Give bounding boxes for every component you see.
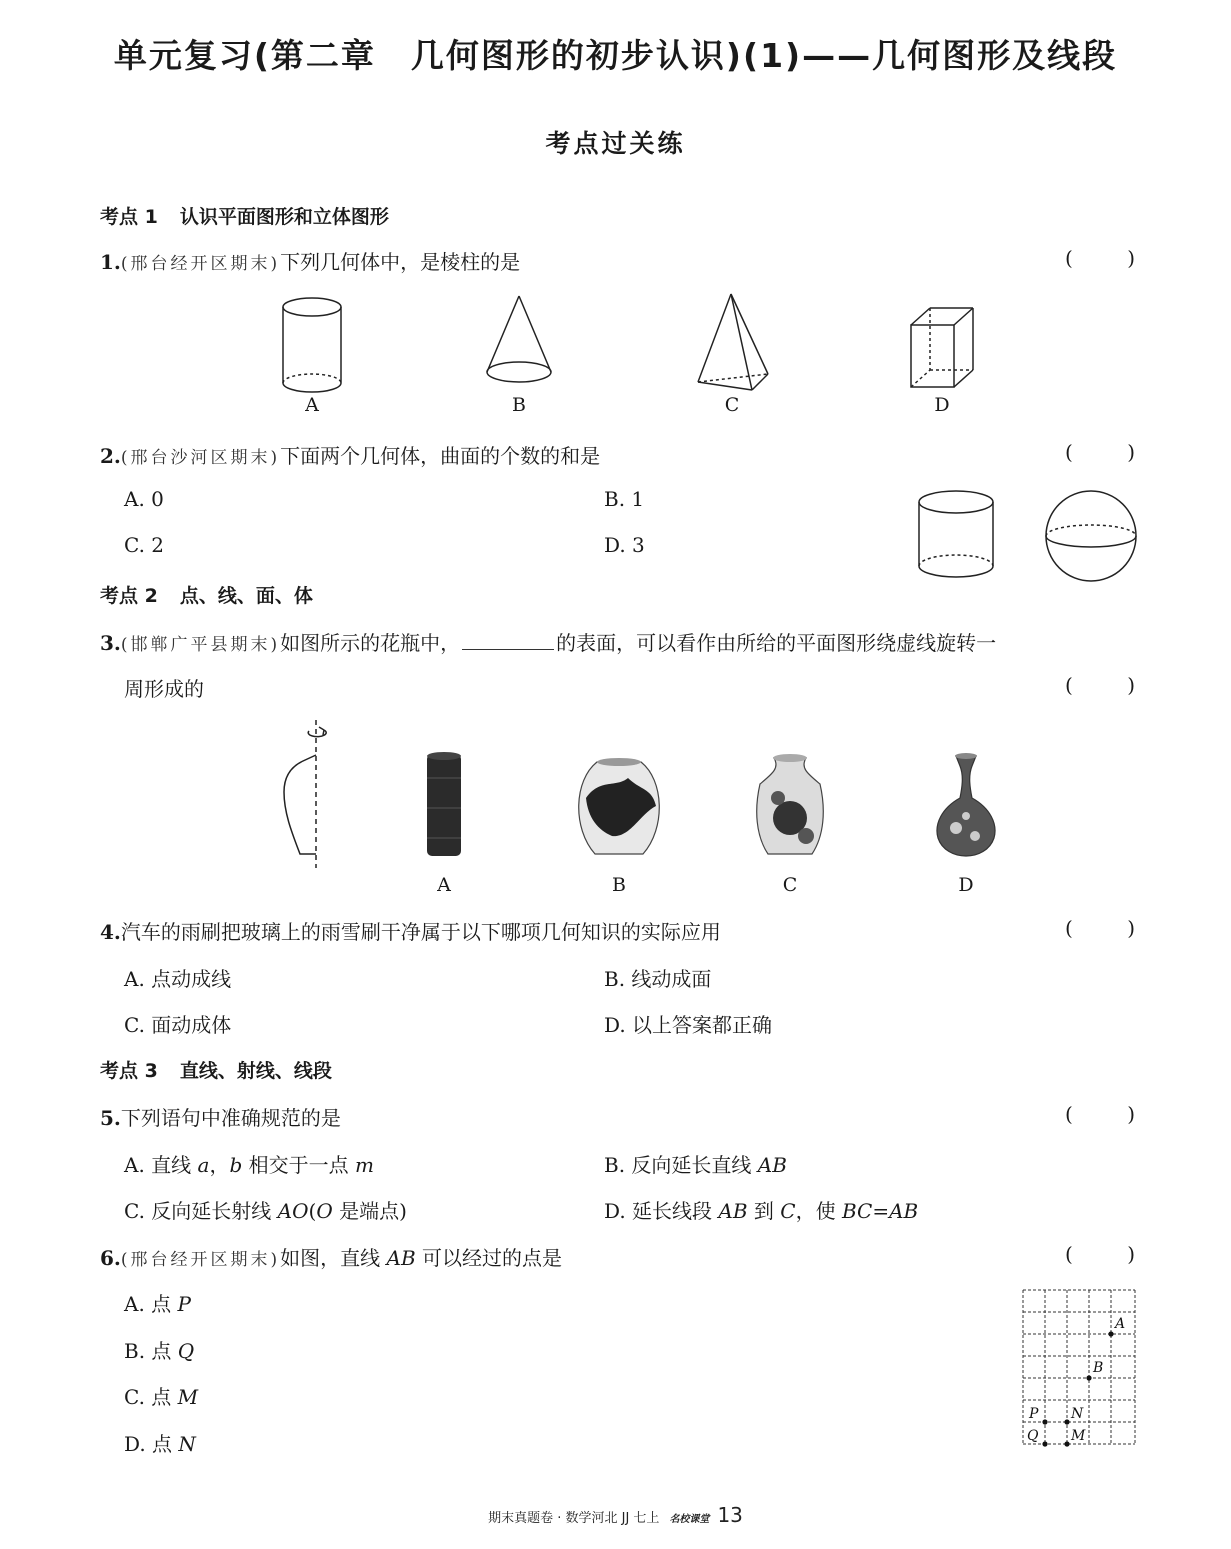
section-3-heading [100,1056,332,1083]
q5-option-a[interactable]: A. 直线 a，b 相交于一点 m [124,1153,374,1177]
answer-paren-2[interactable]: ( ) [1065,440,1135,464]
question-3: 3.(邯郸广平县期末)如图所示的花瓶中， 的表面，可以看作由所给的平面图形绕虚线旋转一 [100,631,997,655]
question-3-line2: 周形成的 [124,677,204,701]
question-4: 4.汽车的雨刷把玻璃上的雨雪刷干净属于以下哪项几何知识的实际应用 [100,920,721,944]
answer-blank[interactable] [462,631,554,650]
section-label: 考点 1 [100,206,158,228]
point-p [1042,1419,1047,1424]
answer-paren-6[interactable]: ( ) [1065,1242,1135,1266]
prism-figure [911,308,973,387]
q2-option-b[interactable]: B. 1 [604,487,645,511]
q1-label-d: D [934,394,950,416]
point-a [1108,1331,1113,1336]
q1-figures [0,290,1231,450]
section-label: 考点 2 [100,585,158,607]
q1-label-b: B [512,394,526,416]
cylindrical-vase-icon [427,752,461,856]
sphere-figure [1046,491,1136,581]
q4-option-c[interactable]: C. 面动成体 [124,1013,232,1037]
label-n: N [1071,1406,1084,1422]
question-5: 5.下列语句中准确规范的是 [100,1106,341,1130]
question-1: 1.(邢台经开区期末)下列几何体中，是棱柱的是 [100,250,521,274]
point-q [1042,1441,1047,1446]
cone-figure [487,296,551,382]
q3-label-d: D [958,874,974,896]
q6-option-b[interactable]: B. 点 Q [124,1339,195,1363]
section-label: 考点 3 [100,1060,158,1082]
q3-label-a: A [437,874,451,896]
q4-option-b[interactable]: B. 线动成面 [604,967,712,991]
question-6: 6.(邢台经开区期末)如图，直线 AB 可以经过的点是 [100,1246,563,1270]
point-n [1064,1419,1069,1424]
publisher-logo: 名校课堂 [669,1514,710,1525]
q3-label-c: C [782,874,798,896]
tall-vase-icon [757,754,824,854]
label-b: B [1093,1360,1104,1376]
q4-option-d[interactable]: D. 以上答案都正确 [604,1013,773,1037]
q6-option-c[interactable]: C. 点 M [124,1385,199,1409]
q4-option-a[interactable]: A. 点动成线 [124,967,232,991]
rotation-shape-figure [284,720,326,868]
bottle-vase-icon [937,753,995,856]
q5-option-d[interactable]: D. 延长线段 AB 到 C，使 BC=AB [604,1199,919,1223]
footer-text: 期末真题卷 · 数学河北 JJ 七上 [488,1511,660,1526]
q1-label-a: A [305,394,319,416]
page-title: 单元复习(第二章 几何图形的初步认识)(1)——几何图形及线段 [113,36,1118,75]
cylinder-figure [283,298,341,392]
q6-option-d[interactable]: D. 点 N [124,1432,196,1456]
page-subtitle: 考点过关练 [545,129,686,158]
section-text: 认识平面图形和立体图形 [179,206,389,228]
question-2: 2.(邢台沙河区期末)下面两个几何体，曲面的个数的和是 [100,444,601,468]
q3-label-b: B [612,874,626,896]
label-p: P [1029,1406,1039,1422]
point-b [1086,1375,1091,1380]
page-footer [0,1503,1231,1527]
point-m [1064,1441,1069,1446]
q2-figures [910,484,1170,584]
page-number: 13 [717,1503,743,1527]
section-text: 点、线、面、体 [179,585,313,607]
q5-option-c[interactable]: C. 反向延长射线 AO(O 是端点) [124,1199,407,1223]
round-vase-icon [579,758,660,854]
q6-grid-figure [1021,1288,1141,1448]
q2-option-c[interactable]: C. 2 [124,533,165,557]
q1-label-c: C [724,394,740,416]
section-2-heading [100,581,313,608]
q2-option-a[interactable]: A. 0 [124,487,164,511]
cylinder-figure [919,491,993,577]
answer-paren-4[interactable]: ( ) [1065,916,1135,940]
q6-option-a[interactable]: A. 点 P [124,1292,191,1316]
section-1-heading [100,202,389,229]
label-q: Q [1027,1428,1039,1444]
q2-option-d[interactable]: D. 3 [604,533,645,557]
pyramid-figure [698,294,768,390]
answer-paren-3[interactable]: ( ) [1065,673,1135,697]
q3-figures [0,718,1231,888]
answer-paren-5[interactable]: ( ) [1065,1102,1135,1126]
answer-paren-1[interactable]: ( ) [1065,246,1135,270]
label-m: M [1071,1428,1086,1444]
q5-option-b[interactable]: B. 反向延长直线 AB [604,1153,787,1177]
label-a: A [1115,1316,1126,1332]
section-text: 直线、射线、线段 [179,1060,332,1082]
